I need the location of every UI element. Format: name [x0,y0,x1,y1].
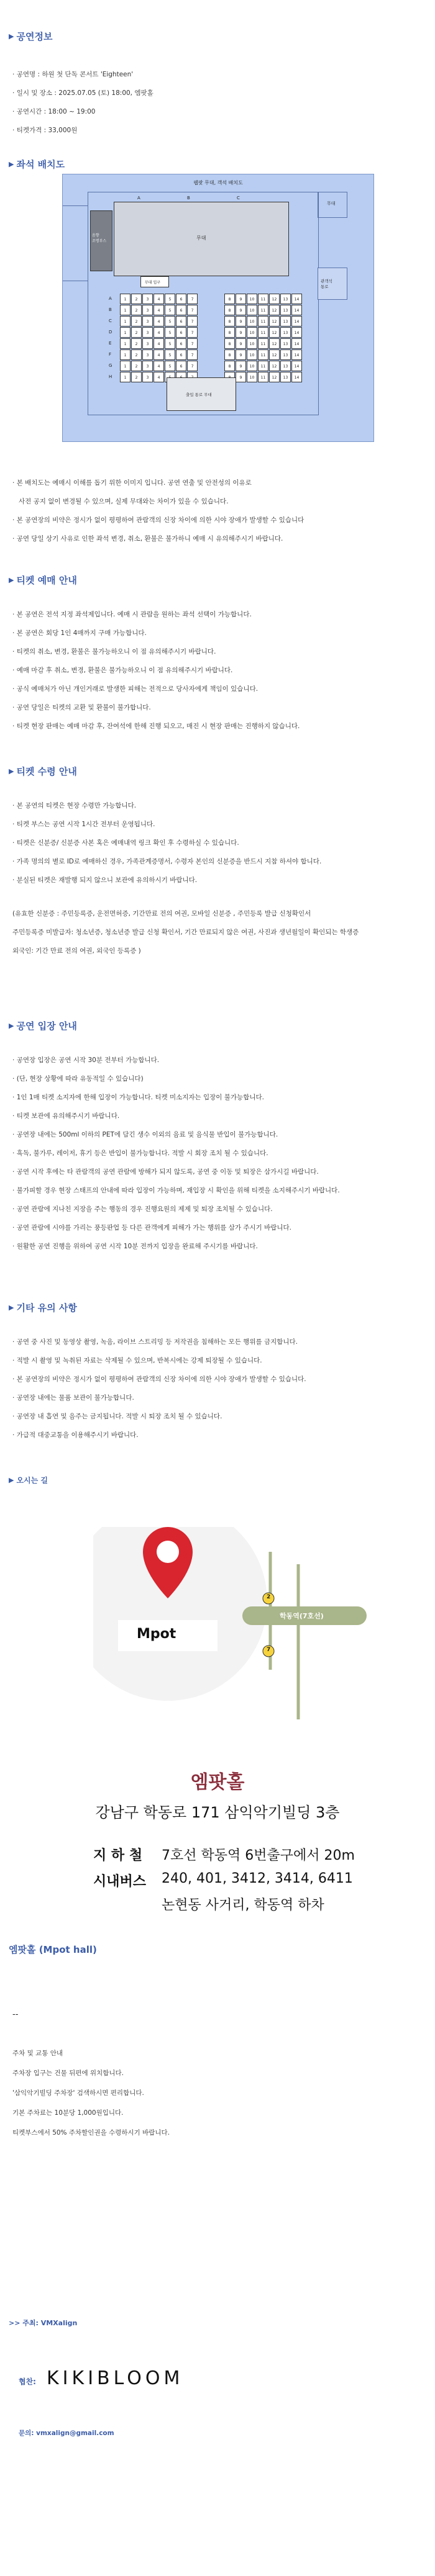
seat: 3 [142,327,153,338]
id-note: 주민등록증 미발급자: 청소년증, 청소년증 발급 신청 확인서, 기간 만료되지 않은 여권, 사진과 생년월일이 확인되는 학생증 [12,929,359,936]
seat: 7 [187,349,198,360]
seat: 5 [165,305,175,315]
right-side-box: 관객석 통로 [318,268,347,300]
list-item: · 공연장 내 흡연 및 음주는 금지됩니다. 적발 시 퇴장 조치 될 수 있습니다. [12,1412,222,1421]
seat: 10 [247,327,257,338]
section-title-directions: ▶ 오시는 길 [9,1476,48,1485]
seat: 10 [247,294,257,304]
seat: 7 [187,361,198,371]
stage-area: 무대 [114,202,289,276]
seat: 1 [120,305,130,315]
stage-entrance: 무대 입구 [140,276,169,287]
seating-note: 사전 공지 없이 변경될 수 있으며, 실제 무대와는 차이가 있을 수 있습니다. [19,498,229,505]
seat: 13 [280,316,291,327]
arrow-marker-icon: ▶ [9,1022,14,1030]
seat: 10 [247,361,257,371]
arrow-marker-icon: ▶ [9,32,14,40]
parking-line: 주차장 입구는 건물 뒤편에 위치합니다. [12,2069,124,2077]
seat: 8 [224,338,235,349]
seat: 13 [280,305,291,315]
arrow-marker-icon: ▶ [9,1304,14,1312]
seat: 8 [224,316,235,327]
list-item: · 공연 관람에 시야를 가리는 풍등판업 등 다른 관객에게 피해가 가는 행위를 삼가 주시기 바랍니다. [12,1223,291,1232]
seat: 2 [131,372,142,382]
seat: 10 [247,316,257,327]
top-mini-label: C [237,196,240,200]
seat: 9 [236,316,246,327]
list-item: · 티켓은 신분증/ 신분증 사본 혹은 예매내역 링크 확인 후 수령하실 수 있습니다. [12,838,239,847]
seat: 1 [120,349,130,360]
seat: 4 [153,372,164,382]
seat: 4 [153,349,164,360]
list-item: · (단, 현장 상황에 따라 유동적일 수 있습니다) [12,1074,144,1083]
seat: 4 [153,338,164,349]
seat: 5 [165,361,175,371]
seat: 8 [224,305,235,315]
bus-value: 240, 401, 3412, 3414, 6411 [162,1871,353,1886]
seat: 1 [120,338,130,349]
seat: 6 [176,361,186,371]
seat: 5 [165,316,175,327]
seat: 10 [247,349,257,360]
list-item: · 본 공연장의 비약은 정시가 없이 평평하여 관람객의 신장 차이에 의한 시야 장애가 발생할 수 있습니다. [12,1374,306,1384]
seat: 4 [153,294,164,304]
seat: 2 [131,361,142,371]
parking-line: '삼익악기빌딩 주차장' 검색하시면 편리합니다. [12,2089,144,2097]
parking-line: 티켓부스에서 50% 주차할인권을 수령하시기 바랍니다. [12,2129,170,2137]
seat: 9 [236,349,246,360]
seat: 13 [280,372,291,382]
seat: 6 [176,327,186,338]
seat: 7 [187,338,198,349]
seating-note: · 본 배치도는 예매시 이해를 돕기 위한 이미지 입니다. 공연 연출 및 안전성의 이유로 [12,478,252,487]
list-item: · 가급적 대중교통을 이용해주시기 바랍니다. [12,1430,139,1439]
seat: 7 [187,305,198,315]
arrow-marker-icon: ▶ [9,767,14,775]
seat: 11 [258,361,268,371]
seat: 12 [269,316,280,327]
subway-label: 지 하 철 [93,1848,143,1863]
seat: 10 [247,305,257,315]
performance-line: · 티켓가격 : 33,000원 [12,125,77,135]
seat: 14 [291,349,302,360]
performance-line: · 공연명 : 하원 첫 단독 콘서트 'Eighteen' [12,70,133,79]
section-title-entry: ▶ 공연 입장 안내 [9,1020,77,1032]
bus-label: 시내버스 [93,1874,147,1889]
bus-stop: 논현동 사거리, 학동역 하차 [162,1898,324,1913]
list-item: · 공연 시작 후에는 타 관람객의 공연 관람에 방해가 되지 않도록, 공연 중 이동 및 퇴장은 삼가시길 바랍니다. [12,1167,319,1176]
section-title-other: ▶ 기타 유의 사항 [9,1302,77,1313]
seat: 12 [269,327,280,338]
sponsor-brand: KIKIBLOOM [47,2367,184,2389]
list-item: · 티켓 현장 판매는 예매 마감 후, 잔여석에 한해 진행 되오고, 매진 시 현장 판매는 진행하지 않습니다. [12,721,300,731]
list-item: · 적발 시 촬영 및 녹취된 자료는 삭제될 수 있으며, 반복시에는 강제 퇴장될 수 있습니다. [12,1356,262,1365]
station-label: 학동역(7호선) [280,1612,324,1620]
seat: 13 [280,349,291,360]
parking-line: 기본 주차료는 10분당 1,000원입니다. [12,2109,124,2117]
seat: 12 [269,294,280,304]
list-item: · 본 공연은 전석 지정 좌석제입니다. 예매 시 관람을 원하는 좌석 선택이 가능합니다. [12,610,252,619]
arrow-marker-icon: ▶ [9,1476,14,1484]
list-item: · 원활한 공연 진행을 위하여 공연 시작 10분 전까지 입장을 완료해 주시기를 바랍니다. [12,1241,258,1251]
list-item: · 티켓 부스는 공연 시작 1시간 전부터 운영됩니다. [12,819,155,829]
seat: 2 [131,338,142,349]
seat: 9 [236,305,246,315]
id-note: 외국인: 기간 만료 전의 여권, 외국인 등록증 ) [12,947,141,955]
list-item: · 공연장 내에는 500ml 이하의 PET에 담긴 생수 이외의 음료 및 음식물 반입이 불가능합니다. [12,1130,278,1139]
seating-note: · 공연 당일 상기 사유로 인한 좌석 변경, 취소, 환불은 불가하니 예매 시 유의해주시기 바랍니다. [12,534,283,543]
seat: 7 [187,294,198,304]
seat: 5 [165,294,175,304]
seat: 13 [280,294,291,304]
seat: 14 [291,316,302,327]
performance-line: · 일시 및 장소 : 2025.07.05 (토) 18:00, 엠팟홀 [12,88,153,97]
seat: 8 [224,349,235,360]
seat: 1 [120,327,130,338]
row-label: B [109,307,112,312]
seat: 2 [131,294,142,304]
seat: 9 [236,361,246,371]
logo-text: Mpot [137,1626,176,1642]
seat: 9 [236,372,246,382]
seat: 1 [120,294,130,304]
seat: 3 [142,361,153,371]
seat: 11 [258,338,268,349]
arrow-marker-icon: ▶ [9,160,14,168]
seat: 11 [258,305,268,315]
right-small-box: 무대 [318,192,347,218]
list-item: · 불가피할 경우 현장 스태프의 안내에 따라 입장이 가능하며, 재입장 시 확인을 위해 티켓을 소지해주시기 바랍니다. [12,1186,340,1195]
seat: 4 [153,316,164,327]
seat: 5 [165,327,175,338]
seat: 3 [142,338,153,349]
seat: 8 [224,294,235,304]
seat: 7 [187,327,198,338]
list-item: · 분실된 티켓은 재발행 되지 않으니 보관에 유의하시기 바랍니다. [12,875,197,885]
id-note: (유효한 신분증 : 주민등록증, 운전면허증, 기간만료 전의 여권, 모바일 신분증 , 주민등록 발급 신청확인서 [12,910,311,917]
list-item: · 공식 예매처가 아닌 개인거래로 발생한 피해는 전적으로 당사자에게 책임이 있습니다. [12,684,258,693]
list-item: · 공연 중 사진 및 동영상 촬영, 녹음, 라이브 스트리밍 등 저작권을 침해하는 모든 행위를 금지합니다. [12,1337,298,1346]
seat: 13 [280,338,291,349]
row-label: C [109,318,112,323]
list-item: · 티켓의 취소, 변경, 환불은 불가능하오니 이 점 유의해주시기 바랍니다. [12,647,216,656]
parking-title: 엠팟홀 (Mpot hall) [9,1944,97,1955]
seat: 3 [142,349,153,360]
section-title-performance: ▶ 공연정보 [9,31,53,42]
row-label: A [109,296,112,301]
row-label: D [109,330,112,335]
seat: 11 [258,372,268,382]
seat: 4 [153,327,164,338]
section-title-pickup: ▶ 티켓 수령 안내 [9,766,77,777]
list-item: · 공연장 입장은 공연 시작 30분 전부터 가능합니다. [12,1055,159,1065]
list-item: · 흑독, 불가루, 레이저, 휴기 등은 반입이 불가능합니다. 적발 시 회장 조치 될 수 있습니다. [12,1148,268,1158]
seat: 6 [176,294,186,304]
seat: 9 [236,338,246,349]
seat: 3 [142,294,153,304]
seat-map [62,174,374,442]
list-item: · 공연 관람에 지나친 지장을 주는 행동의 경우 진행요원의 제제 및 퇴장 조치될 수 있습니다. [12,1204,273,1214]
seat: 10 [247,338,257,349]
seat: 14 [291,372,302,382]
seat: 2 [131,305,142,315]
seat: 7 [187,316,198,327]
seat: 13 [280,327,291,338]
seat: 6 [176,338,186,349]
seat: 12 [269,338,280,349]
seat: 9 [236,327,246,338]
list-item: · 공연장 내에는 물품 보관이 불가능합니다. [12,1393,134,1402]
row-label: H [109,374,112,379]
seat: 4 [153,305,164,315]
seat: 6 [176,349,186,360]
parking-dash: -- [12,2010,19,2019]
list-item: · 예매 마감 후 취소, 변경, 환불은 불가능하오니 이 점 유의해주시기 바랍니다. [12,665,232,675]
seat: 2 [131,349,142,360]
bottom-stage: 출입 통로 무대 [167,377,236,411]
arrow-marker-icon: ▶ [9,576,14,584]
parking-line: 주차 및 교통 안내 [12,2050,63,2057]
exit-number: 7 [267,1647,271,1653]
row-label: F [109,352,112,357]
venue-address: 강남구 학동로 171 삼익악기빌딩 3층 [95,1804,340,1821]
exit-number: 2 [267,1594,271,1600]
list-item: · 1인 1매 티켓 소지자에 한해 입장이 가능합니다. 티켓 미소지자는 입장이 불가능합니다. [12,1092,264,1102]
list-item: · 티켓 보관에 유의해주시기 바랍니다. [12,1111,119,1120]
seating-note: · 본 공연장의 비약은 정시가 없이 평평하여 관람객의 신장 차이에 의한 시야 장애가 발생할 수 있습니다 [12,515,304,525]
seat: 11 [258,327,268,338]
seat: 11 [258,316,268,327]
seat: 4 [153,361,164,371]
seat: 5 [165,349,175,360]
seat-map-title: 웹팟 무대, 객석 배치도 [193,180,243,186]
seat: 1 [120,372,130,382]
seat: 13 [280,361,291,371]
seat: 1 [120,361,130,371]
seat: 3 [142,372,153,382]
seat: 3 [142,316,153,327]
top-mini-label: A [137,196,140,200]
seat: 11 [258,294,268,304]
location-map [93,1527,385,1744]
host-label: >> 주최: VMXalign [9,2319,78,2327]
seat: 12 [269,372,280,382]
performance-line: · 공연시간 : 18:00 ~ 19:00 [12,107,95,116]
seat: 1 [120,316,130,327]
seat: 2 [131,316,142,327]
list-item: · 본 공연은 회당 1인 4매까지 구매 가능합니다. [12,628,147,637]
seat: 8 [224,327,235,338]
seat: 12 [269,305,280,315]
section-title-booking: ▶ 티켓 예매 안내 [9,575,77,586]
row-label: G [109,363,112,368]
seat: 8 [224,361,235,371]
seat: 5 [165,338,175,349]
seat: 14 [291,327,302,338]
top-mini-label: B [187,196,190,200]
seat: 14 [291,294,302,304]
sound-light-booth: 음향 조명부스 [90,210,112,271]
sponsor-label: 협찬: [19,2377,36,2386]
list-item: · 본 공연의 티켓은 현장 수령만 가능합니다. [12,801,136,810]
row-label: E [109,341,112,346]
seat: 2 [131,327,142,338]
list-item: · 가족 명의의 별로 ID로 예매하신 경우, 가족관계증명서, 수령자 본인의 신분증을 반드시 지참 하셔야 합니다. [12,857,321,866]
seat: 12 [269,361,280,371]
seat: 14 [291,361,302,371]
seat: 3 [142,305,153,315]
venue-name: 엠팟홀 [190,1772,245,1793]
list-item: · 공연 당일은 티켓의 교환 및 환불이 불가합니다. [12,703,151,712]
seat: 14 [291,338,302,349]
seat: 14 [291,305,302,315]
seat: 10 [247,372,257,382]
contact-email[interactable]: 문의: vmxalign@gmail.com [19,2430,114,2437]
seat: 6 [176,316,186,327]
seat: 11 [258,349,268,360]
side-wall-left [63,205,88,281]
seat: 12 [269,349,280,360]
seat: 6 [176,305,186,315]
seat: 9 [236,294,246,304]
section-title-seating: ▶ 좌석 배치도 [9,159,65,170]
subway-value: 7호선 학동역 6번출구에서 20m [162,1848,355,1863]
